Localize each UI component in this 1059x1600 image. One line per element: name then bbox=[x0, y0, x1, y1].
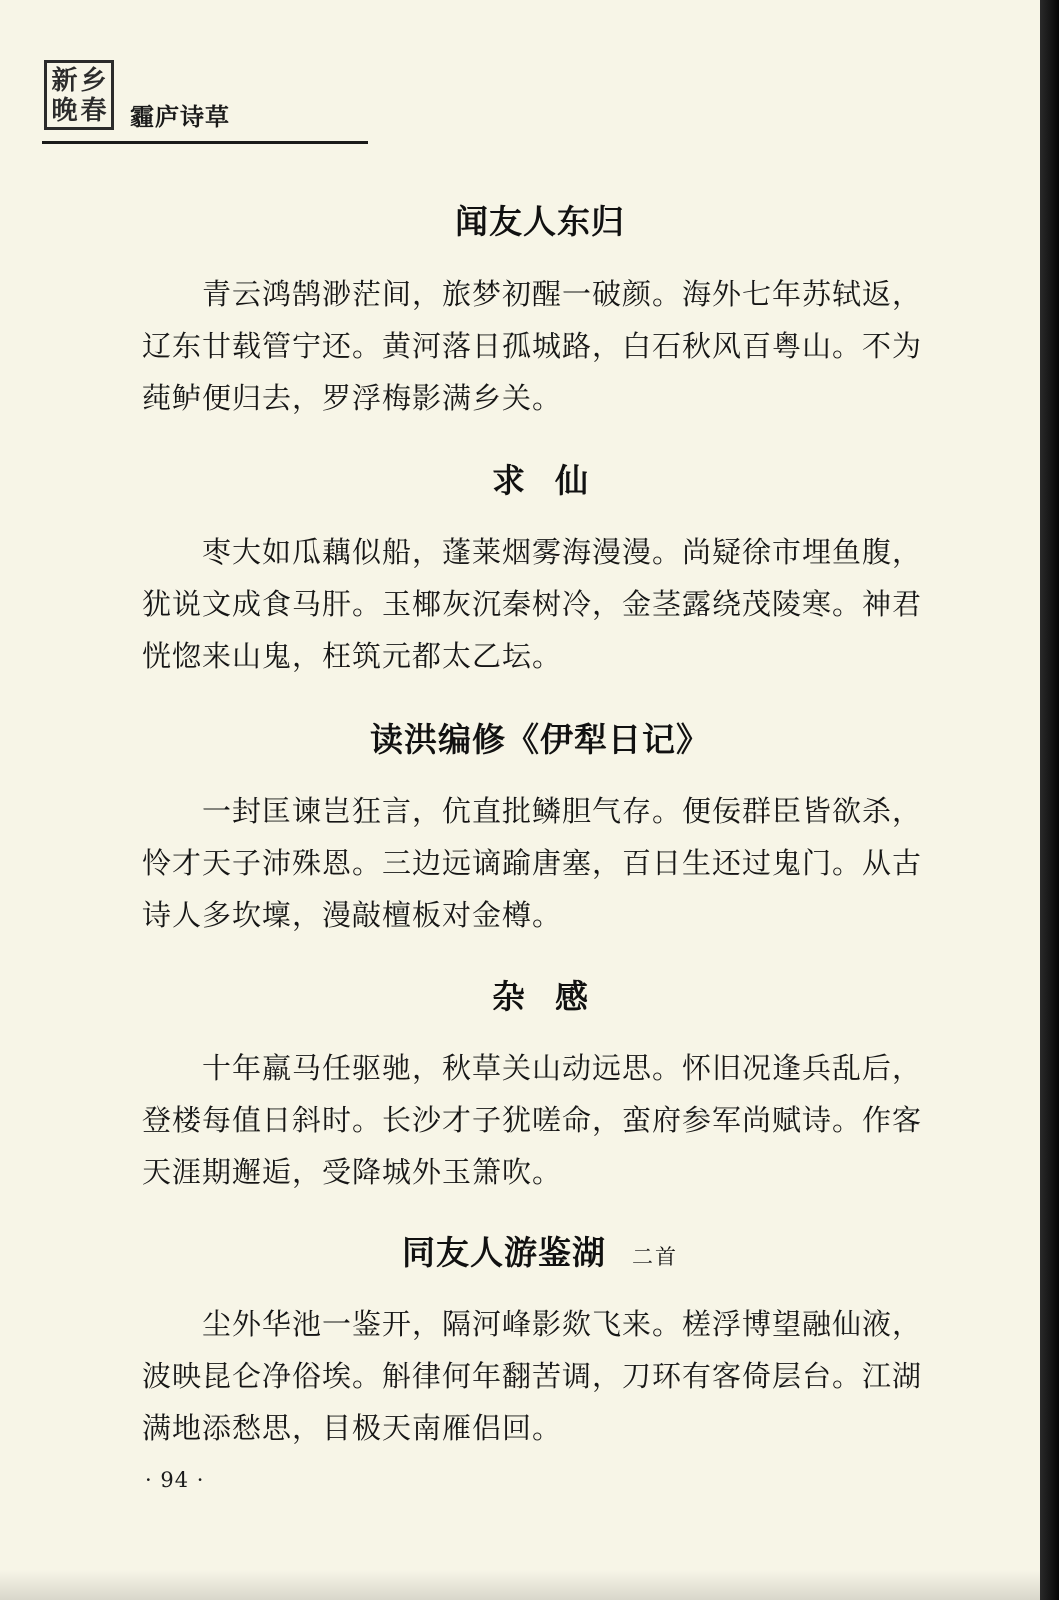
poem-line: 尘外华池一鉴开，隔河峰影欻飞来。槎浮博望融仙液， bbox=[202, 1307, 923, 1341]
seal-char: 乡 bbox=[80, 66, 107, 96]
header-rule bbox=[42, 141, 368, 144]
page-shadow bbox=[0, 1570, 1040, 1600]
poem-title: 同友人游鉴湖 bbox=[402, 1233, 606, 1272]
poem-line: 波映昆仑净俗埃。斛律何年翻苦调，刀环有客倚层台。江湖 bbox=[142, 1359, 923, 1393]
running-header-title: 霾庐诗草 bbox=[130, 103, 230, 131]
poem-line: 十年羸马任驱驰，秋草关山动远思。怀旧况逢兵乱后， bbox=[202, 1051, 923, 1085]
page-number: · 94 · bbox=[145, 1468, 205, 1492]
poem-line: 恍惚来山鬼，枉筑元都太乙坛。 bbox=[142, 639, 563, 673]
seal-char: 晚 bbox=[51, 96, 78, 126]
poem-title-note: 二首 bbox=[632, 1245, 678, 1269]
poem-title: 求仙 bbox=[492, 461, 618, 500]
poem-line: 怜才天子沛殊恩。三边远谪踰唐塞，百日生还过鬼门。从古 bbox=[142, 846, 923, 880]
scan-edge bbox=[1040, 0, 1059, 1600]
poem-title: 闻友人东归 bbox=[455, 202, 625, 241]
poem-title: 杂感 bbox=[492, 977, 618, 1016]
poem-line: 辽东廿载管宁还。黄河落日孤城路，白石秋风百粤山。不为 bbox=[142, 329, 923, 363]
poem-line: 诗人多坎壈，漫敲檀板对金樽。 bbox=[142, 898, 563, 932]
poem-title: 读洪编修《伊犁日记》 bbox=[370, 720, 710, 759]
poem-line: 莼鲈便归去，罗浮梅影满乡关。 bbox=[142, 381, 563, 415]
poem-line: 犹说文成食马肝。玉椰灰沉秦树冷，金茎露绕茂陵寒。神君 bbox=[142, 587, 923, 621]
poem-line: 枣大如瓜藕似船，蓬莱烟雾海漫漫。尚疑徐市埋鱼腹， bbox=[202, 535, 923, 569]
seal-stamp-icon bbox=[44, 60, 114, 130]
poem-line: 登楼每值日斜时。长沙才子犹嗟命，蛮府参军尚赋诗。作客 bbox=[142, 1103, 923, 1137]
poem-line: 青云鸿鹄渺茫间，旅梦初醒一破颜。海外七年苏轼返， bbox=[202, 277, 923, 311]
poem-line: 一封匡谏岂狂言，伉直批鳞胆气存。便佞群臣皆欲杀， bbox=[202, 794, 923, 828]
poem-line: 满地添愁思，目极天南雁侣回。 bbox=[142, 1411, 563, 1445]
seal-char: 新 bbox=[51, 66, 78, 96]
seal-char: 春 bbox=[80, 96, 107, 126]
poem-line: 天涯期邂逅，受降城外玉箫吹。 bbox=[142, 1155, 563, 1189]
poem-title-row bbox=[0, 1227, 1040, 1274]
